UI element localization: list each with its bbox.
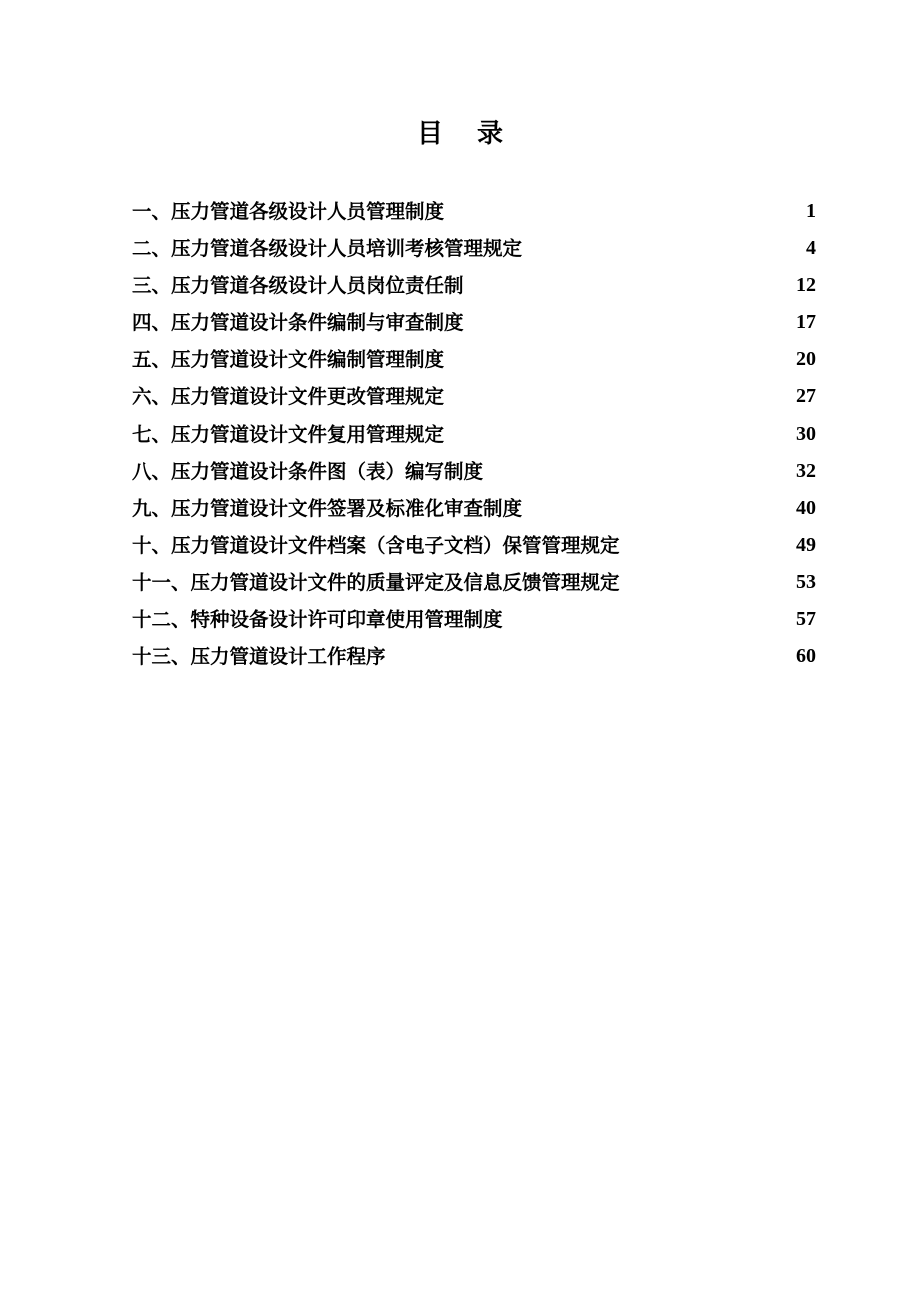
- toc-entry-page-number: 17: [796, 311, 816, 334]
- toc-entry-title: 十三、压力管道设计工作程序: [132, 645, 386, 669]
- toc-entry[interactable]: [132, 490, 816, 527]
- toc-entry[interactable]: [132, 564, 816, 601]
- toc-entry-page-number: 12: [796, 274, 816, 297]
- toc-entry-page-number: 60: [796, 645, 816, 668]
- toc-entry[interactable]: [132, 341, 816, 378]
- toc-entry-title: 五、压力管道设计文件编制管理制度: [132, 348, 445, 372]
- toc-entry-page-number: 57: [796, 608, 816, 631]
- toc-entry-title: 八、压力管道设计条件图（表）编写制度: [132, 459, 484, 483]
- toc-entry-page-number: 1: [806, 200, 816, 222]
- toc-entry-title: 七、压力管道设计文件复用管理规定: [132, 422, 445, 446]
- toc-entry-page-number: 27: [796, 385, 816, 408]
- toc-entry-page-number: 4: [806, 237, 816, 260]
- page-title-char-2: 录: [477, 119, 504, 149]
- toc-entry[interactable]: [132, 378, 816, 415]
- toc-entry-title: 三、压力管道各级设计人员岗位责任制: [132, 274, 464, 298]
- toc-entry[interactable]: [132, 638, 816, 675]
- toc-entry[interactable]: [132, 193, 816, 230]
- toc-entry[interactable]: [132, 267, 816, 304]
- toc-entry-page-number: 53: [796, 570, 816, 593]
- toc-entry-page-number: 49: [796, 533, 816, 556]
- toc-entry-title: 十、压力管道设计文件档案（含电子文档）保管管理规定: [132, 533, 620, 557]
- toc-entry[interactable]: [132, 601, 816, 638]
- toc-entry-page-number: 32: [796, 459, 816, 482]
- toc-entry[interactable]: [132, 453, 816, 490]
- toc-entry-title: 一、压力管道各级设计人员管理制度: [132, 200, 445, 223]
- table-of-contents: [132, 193, 816, 675]
- toc-entry-title: 四、压力管道设计条件编制与审查制度: [132, 311, 464, 335]
- toc-entry-title: 二、压力管道各级设计人员培训考核管理规定: [132, 237, 523, 261]
- toc-entry[interactable]: [132, 230, 816, 267]
- toc-entry[interactable]: [132, 527, 816, 564]
- toc-entry-page-number: 30: [796, 422, 816, 445]
- toc-entry-page-number: 40: [796, 496, 816, 519]
- toc-entry-title: 九、压力管道设计文件签署及标准化审查制度: [132, 496, 523, 520]
- toc-entry[interactable]: [132, 304, 816, 341]
- toc-entry-title: 六、压力管道设计文件更改管理规定: [132, 385, 445, 409]
- page-title-char-1: 目: [416, 119, 443, 149]
- toc-entry-page-number: 20: [796, 348, 816, 371]
- toc-entry[interactable]: [132, 416, 816, 453]
- toc-entry-title: 十二、特种设备设计许可印章使用管理制度: [132, 608, 503, 632]
- page-title: [0, 116, 920, 152]
- toc-entry-title: 十一、压力管道设计文件的质量评定及信息反馈管理规定: [132, 570, 620, 594]
